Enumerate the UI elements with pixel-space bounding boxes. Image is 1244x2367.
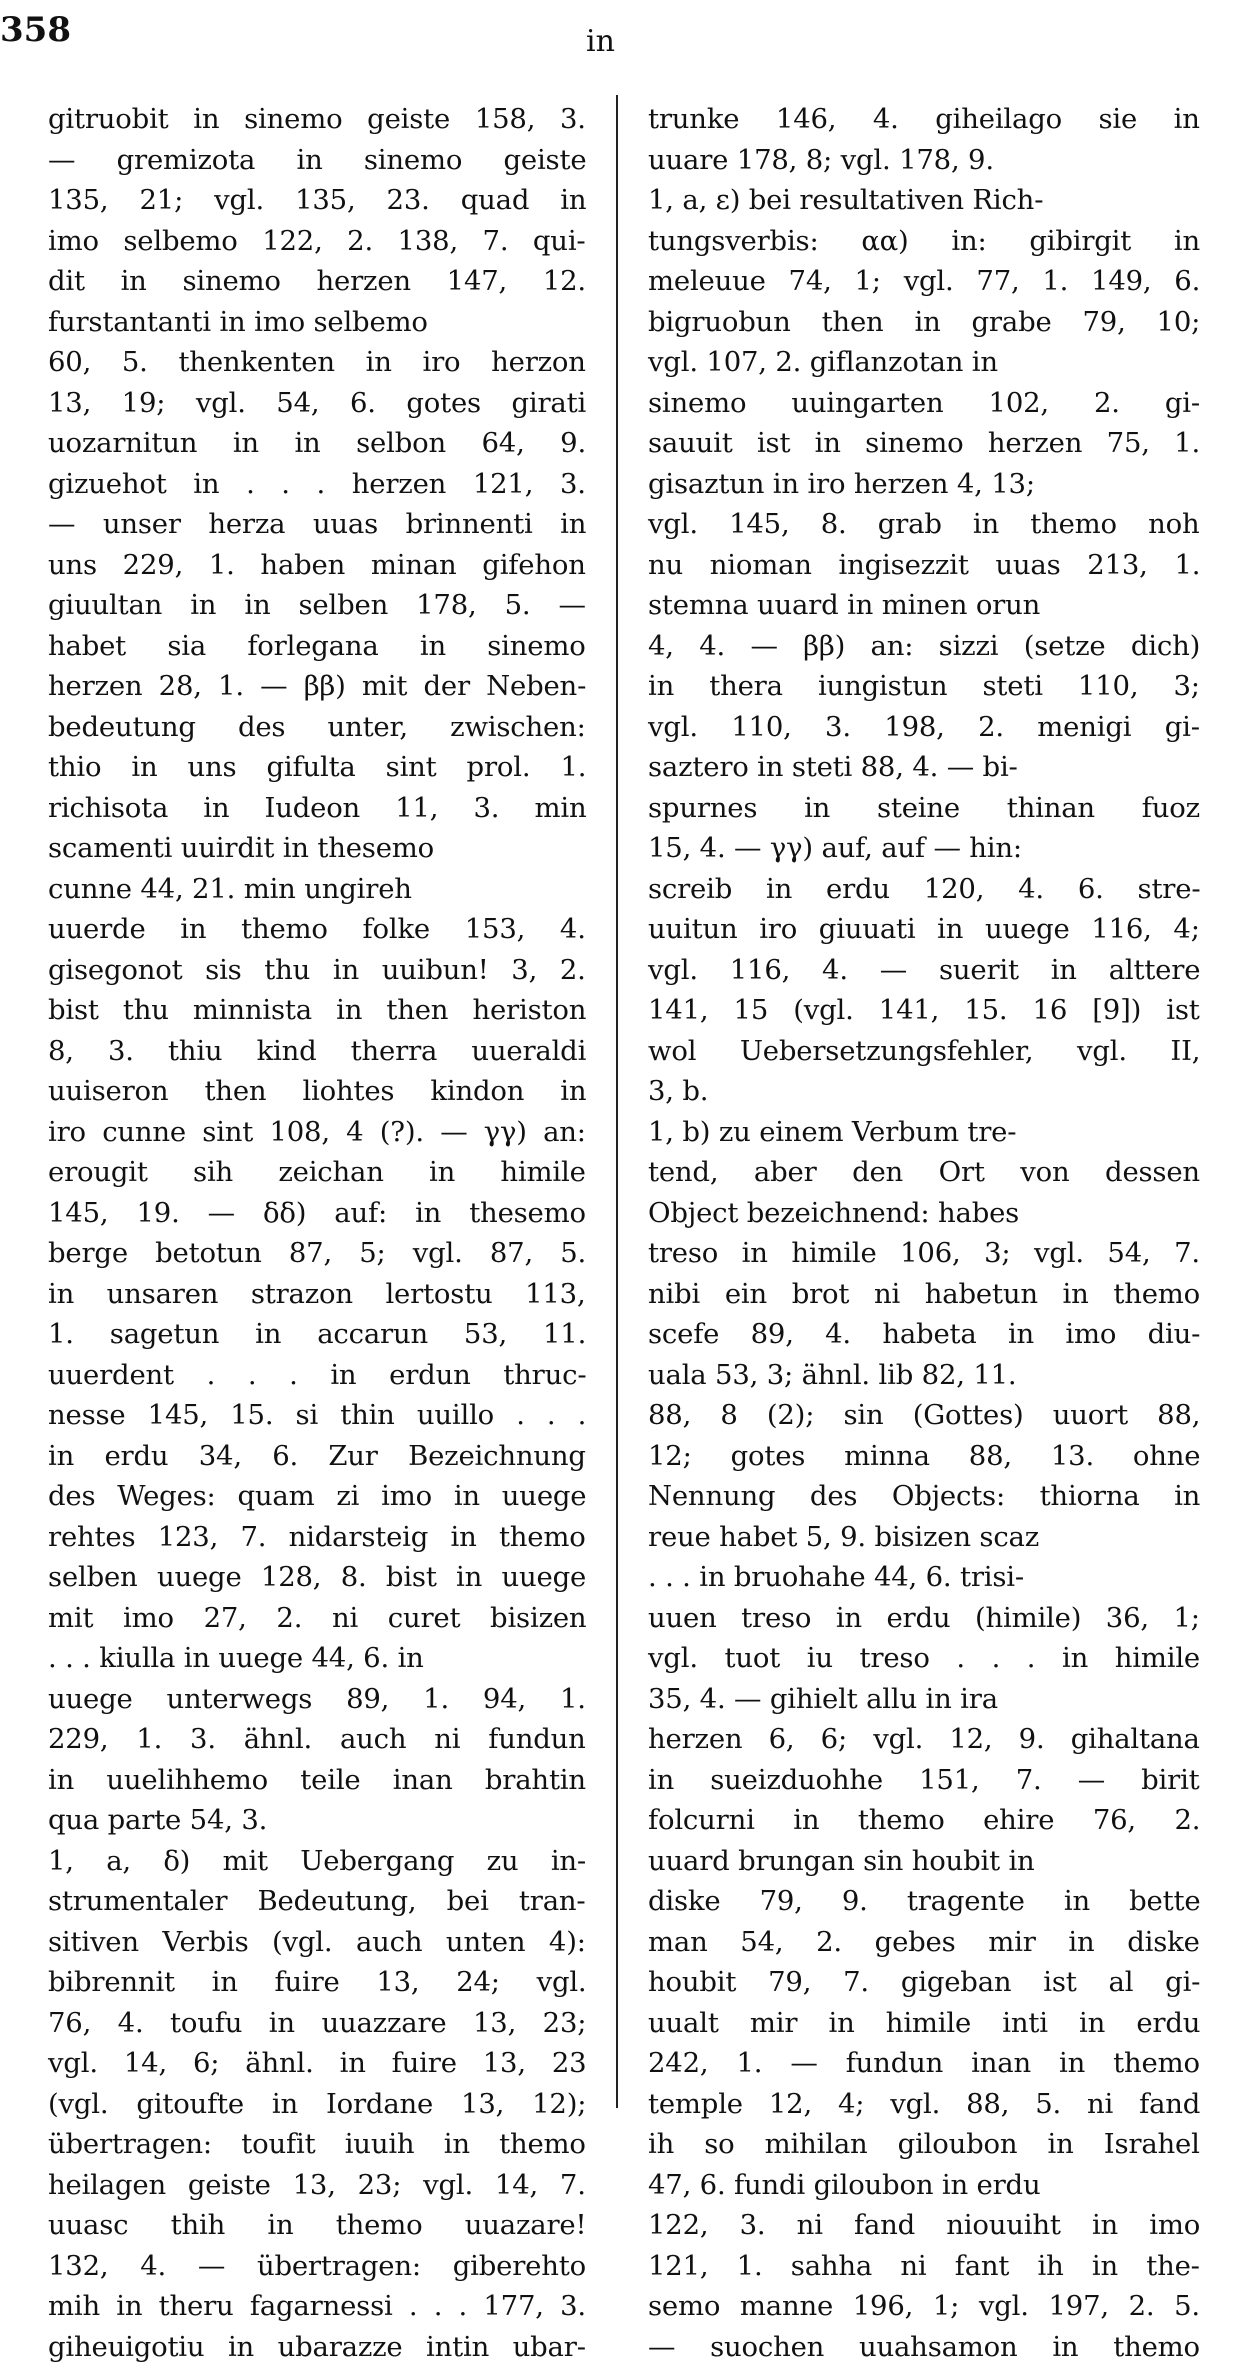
running-head: in [586, 24, 615, 59]
text-line: uuerdent . . . in erdun thruc- [48, 1355, 586, 1396]
text-line: 35, 4. — gihielt allu in ira [648, 1679, 1200, 1720]
text-line: vgl. 116, 4. — suerit in alttere [648, 950, 1200, 991]
text-line: uuege unterwegs 89, 1. 94, 1. [48, 1679, 586, 1720]
text-line: giheuigotiu in ubarazze intin ubar- [48, 2327, 586, 2367]
text-line: scamenti uuirdit in thesemo [48, 828, 586, 869]
text-line: — unser herza uuas brinnenti in [48, 504, 586, 545]
text-line: thio in uns gifulta sint prol. 1. [48, 747, 586, 788]
text-line: uuerde in themo folke 153, 4. [48, 909, 586, 950]
text-line: 1, b) zu einem Verbum tre- [648, 1112, 1200, 1153]
text-line: herzen 6, 6; vgl. 12, 9. gihaltana [648, 1719, 1200, 1760]
text-line: vgl. 107, 2. giflanzotan in [648, 342, 1200, 383]
text-line: reue habet 5, 9. bisizen scaz [648, 1517, 1200, 1558]
text-line: 47, 6. fundi giloubon in erdu [648, 2165, 1200, 2206]
text-line: folcurni in themo ehire 76, 2. [648, 1800, 1200, 1841]
text-line: 1. sagetun in accarun 53, 11. [48, 1314, 586, 1355]
text-line: Nennung des Objects: thiorna in [648, 1476, 1200, 1517]
text-line: nibi ein brot ni habetun in themo [648, 1274, 1200, 1315]
text-line: stemna uuard in minen orun [648, 585, 1200, 626]
text-line: 13, 19; vgl. 54, 6. gotes girati [48, 383, 586, 424]
text-line: gisegonot sis thu in uuibun! 3, 2. [48, 950, 586, 991]
text-line: uuard brungan sin houbit in [648, 1841, 1200, 1882]
text-line: screib in erdu 120, 4. 6. stre- [648, 869, 1200, 910]
text-line: diske 79, 9. tragente in bette [648, 1881, 1200, 1922]
text-line: 76, 4. toufu in uuazzare 13, 23; [48, 2003, 586, 2044]
text-line: furstantanti in imo selbemo [48, 302, 586, 343]
text-line: 8, 3. thiu kind therra uueraldi [48, 1031, 586, 1072]
text-line: uuare 178, 8; vgl. 178, 9. [648, 140, 1200, 181]
text-line: uuitun iro giuuati in uuege 116, 4; [648, 909, 1200, 950]
text-line: 145, 19. — δδ) auf: in thesemo [48, 1193, 586, 1234]
text-line: vgl. 110, 3. 198, 2. menigi gi- [648, 707, 1200, 748]
text-line: in erdu 34, 6. Zur Bezeichnung [48, 1436, 586, 1477]
text-line: gisaztun in iro herzen 4, 13; [648, 464, 1200, 505]
text-line: tungsverbis: αα) in: gibirgit in [648, 221, 1200, 262]
text-line: gitruobit in sinemo geiste 158, 3. [48, 99, 586, 140]
left-text-column [48, 99, 586, 2119]
text-line: houbit 79, 7. gigeban ist al gi- [648, 1962, 1200, 2003]
text-line: in sueizduohhe 151, 7. — birit [648, 1760, 1200, 1801]
text-line: 121, 1. sahha ni fant ih in the- [648, 2246, 1200, 2287]
text-line: 15, 4. — γγ) auf, auf — hin: [648, 828, 1200, 869]
text-line: des Weges: quam zi imo in uuege [48, 1476, 586, 1517]
text-line: 1, a, δ) mit Uebergang zu in- [48, 1841, 586, 1882]
text-line: scefe 89, 4. habeta in imo diu- [648, 1314, 1200, 1355]
text-line: (vgl. gitoufte in Iordane 13, 12); [48, 2084, 586, 2125]
text-line: heilagen geiste 13, 23; vgl. 14, 7. [48, 2165, 586, 2206]
text-line: dit in sinemo herzen 147, 12. [48, 261, 586, 302]
text-line: 3, b. [648, 1071, 1200, 1112]
text-line: 135, 21; vgl. 135, 23. quad in [48, 180, 586, 221]
text-line: vgl. tuot iu treso . . . in himile [648, 1638, 1200, 1679]
text-line: 229, 1. 3. ähnl. auch ni fundun [48, 1719, 586, 1760]
text-line: giuultan in in selben 178, 5. — [48, 585, 586, 626]
text-line: 132, 4. — übertragen: giberehto [48, 2246, 586, 2287]
text-line: gizuehot in . . . herzen 121, 3. [48, 464, 586, 505]
text-line: 242, 1. — fundun inan in themo [648, 2043, 1200, 2084]
text-line: strumentaler Bedeutung, bei tran- [48, 1881, 586, 1922]
text-line: übertragen: toufit iuuih in themo [48, 2124, 586, 2165]
text-line: trunke 146, 4. giheilago sie in [648, 99, 1200, 140]
text-line: cunne 44, 21. min ungireh [48, 869, 586, 910]
text-line: uuiseron then liohtes kindon in [48, 1071, 586, 1112]
text-line: in uuelihhemo teile inan brahtin [48, 1760, 586, 1801]
text-line: in unsaren strazon lertostu 113, [48, 1274, 586, 1315]
text-line: uualt mir in himile inti in erdu [648, 2003, 1200, 2044]
text-line: qua parte 54, 3. [48, 1800, 586, 1841]
text-line: mit imo 27, 2. ni curet bisizen [48, 1598, 586, 1639]
text-line: 12; gotes minna 88, 13. ohne [648, 1436, 1200, 1477]
text-line: mih in theru fagarnessi . . . 177, 3. [48, 2286, 586, 2327]
text-line: uuen treso in erdu (himile) 36, 1; [648, 1598, 1200, 1639]
text-line: 60, 5. thenkenten in iro herzon [48, 342, 586, 383]
text-line: nu nioman ingisezzit uuas 213, 1. [648, 545, 1200, 586]
text-line: uozarnitun in in selbon 64, 9. [48, 423, 586, 464]
text-line: 141, 15 (vgl. 141, 15. 16 [9]) ist [648, 990, 1200, 1031]
text-line: semo manne 196, 1; vgl. 197, 2. 5. [648, 2286, 1200, 2327]
text-line: sitiven Verbis (vgl. auch unten 4): [48, 1922, 586, 1963]
text-line: rehtes 123, 7. nidarsteig in themo [48, 1517, 586, 1558]
text-line: sauuit ist in sinemo herzen 75, 1. [648, 423, 1200, 464]
text-line: uns 229, 1. haben minan gifehon [48, 545, 586, 586]
text-line: meleuue 74, 1; vgl. 77, 1. 149, 6. [648, 261, 1200, 302]
text-line: tend, aber den Ort von dessen [648, 1152, 1200, 1193]
text-line: sinemo uuingarten 102, 2. gi- [648, 383, 1200, 424]
text-line: berge betotun 87, 5; vgl. 87, 5. [48, 1233, 586, 1274]
text-line: bist thu minnista in then heriston [48, 990, 586, 1031]
text-line: uuasc thih in themo uuazare! [48, 2205, 586, 2246]
text-line: erougit sih zeichan in himile [48, 1152, 586, 1193]
text-line: — suochen uuahsamon in themo [648, 2327, 1200, 2367]
text-line: wol Uebersetzungsfehler, vgl. II, [648, 1031, 1200, 1072]
text-line: treso in himile 106, 3; vgl. 54, 7. [648, 1233, 1200, 1274]
text-line: 88, 8 (2); sin (Gottes) uuort 88, [648, 1395, 1200, 1436]
text-line: ih so mihilan giloubon in Israhel [648, 2124, 1200, 2165]
page-number: 358 [0, 10, 71, 50]
text-line: bedeutung des unter, zwischen: [48, 707, 586, 748]
text-line: man 54, 2. gebes mir in diske [648, 1922, 1200, 1963]
text-line: uala 53, 3; ähnl. lib 82, 11. [648, 1355, 1200, 1396]
text-line: spurnes in steine thinan fuoz [648, 788, 1200, 829]
text-line: . . . kiulla in uuege 44, 6. in [48, 1638, 586, 1679]
text-line: . . . in bruohahe 44, 6. trisi- [648, 1557, 1200, 1598]
right-text-column [648, 99, 1200, 2119]
text-line: saztero in steti 88, 4. — bi- [648, 747, 1200, 788]
text-line: bibrennit in fuire 13, 24; vgl. [48, 1962, 586, 2003]
text-line: 4, 4. — ββ) an: sizzi (setze dich) [648, 626, 1200, 667]
text-line: richisota in Iudeon 11, 3. min [48, 788, 586, 829]
text-line: habet sia forlegana in sinemo [48, 626, 586, 667]
text-line: Object bezeichnend: habes [648, 1193, 1200, 1234]
text-line: vgl. 14, 6; ähnl. in fuire 13, 23 [48, 2043, 586, 2084]
page-header [0, 10, 1244, 60]
text-line: herzen 28, 1. — ββ) mit der Neben- [48, 666, 586, 707]
text-line: imo selbemo 122, 2. 138, 7. qui- [48, 221, 586, 262]
text-line: temple 12, 4; vgl. 88, 5. ni fand [648, 2084, 1200, 2125]
text-line: nesse 145, 15. si thin uuillo . . . [48, 1395, 586, 1436]
column-divider [616, 95, 618, 2108]
text-line: in thera iungistun steti 110, 3; [648, 666, 1200, 707]
text-line: vgl. 145, 8. grab in themo noh [648, 504, 1200, 545]
text-line: iro cunne sint 108, 4 (?). — γγ) an: [48, 1112, 586, 1153]
text-line: 1, a, ε) bei resultativen Rich- [648, 180, 1200, 221]
text-line: bigruobun then in grabe 79, 10; [648, 302, 1200, 343]
text-line: — gremizota in sinemo geiste [48, 140, 586, 181]
text-line: selben uuege 128, 8. bist in uuege [48, 1557, 586, 1598]
text-line: 122, 3. ni fand niouuiht in imo [648, 2205, 1200, 2246]
